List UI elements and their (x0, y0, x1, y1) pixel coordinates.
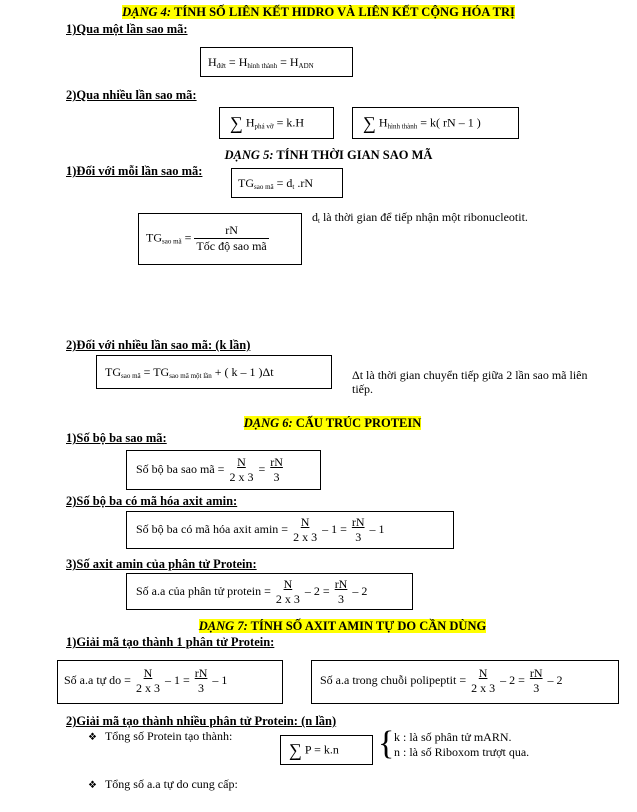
section-title-dang-5: DẠNG 5: TÍNH THỜI GIAN SAO MÃ (224, 148, 433, 162)
formula-box-h-dut: $H_{đứt} = H_{hình thành} = H_{ADN}$ (200, 47, 353, 77)
heading-so-axit-amin: 3)Số axit amin của phân tử Protein: (66, 557, 257, 571)
bullet-tong-so-aa: ❖ Tổng số a.a tự do cung cấp: (88, 777, 238, 791)
formula-box-p-kn: ∑ P = k.n (280, 735, 373, 765)
formula-box-tg-k-lan: $TG_{sao mã} = TG_{sao mã một lần}$ + ( k – 1 )Δt (96, 355, 332, 389)
heading-qua-nhieu-lan: 2)Qua nhiều lần sao mã: (66, 88, 197, 102)
brace-icon: { (378, 725, 395, 762)
note-n: n : là số Riboxom trượt qua. (394, 745, 530, 759)
section-title-dang-4: DẠNG 4: TÍNH SỐ LIÊN KẾT HIDRO VÀ LIÊN KẾT CỘNG HÓA TRỊ (122, 5, 515, 19)
sigma-icon: ∑ (289, 740, 302, 760)
diamond-bullet-icon: ❖ (88, 780, 97, 791)
section-title-dang-6: DẠNG 6: CẤU TRÚC PROTEIN (243, 416, 422, 430)
diamond-bullet-icon: ❖ (88, 732, 97, 743)
formula-box-h-pha-vo: ∑ $H_{phá vỡ} = k.H$ (219, 107, 334, 139)
section-title-dang-7: DẠNG 7: TÍNH SỐ AXIT AMIN TỰ DO CẦN DÙNG (198, 619, 487, 633)
heading-moi-lan-sao-ma: 1)Đối với mỗi lần sao mã: (66, 164, 203, 178)
bullet-tong-so-protein: ❖ Tổng số Protein tạo thành: (88, 729, 233, 743)
formula-box-aa-tu-do: Số a.a tự do = $\frac{N}{2 x 3}$ – 1 = $\frac{rN}{3}$ – 1 (57, 660, 283, 704)
note-k: k : là số phân tử mARN. (394, 730, 512, 744)
heading-nhieu-lan-sao-ma: 2)Đối với nhiều lần sao mã: (k lần) (66, 338, 251, 352)
formula-box-axit-amin: Số a.a của phân tử protein = $\frac{N}{2 x 3}$ – 2 = $\frac{rN}{3}$ – 2 (126, 573, 413, 610)
sigma-icon: ∑ (230, 113, 243, 133)
heading-so-bo-ba-sao-ma: 1)Số bộ ba sao mã: (66, 431, 167, 445)
formula-box-tg-dt: $TG_{sao mã} = d_t$ .rN (231, 168, 343, 198)
heading-bo-ba-ma-hoa: 2)Số bộ ba có mã hóa axit amin: (66, 494, 238, 508)
heading-giai-ma-1-protein: 1)Giải mã tạo thành 1 phân tử Protein: (66, 635, 275, 649)
formula-box-aa-polipeptit: Số a.a trong chuỗi polipeptit = $\frac{N}{2 x 3}$ – 2 = $\frac{rN}{3}$ – 2 (311, 660, 619, 704)
sigma-icon: ∑ (363, 113, 376, 133)
heading-qua-mot-lan: 1)Qua một lần sao mã: (66, 22, 188, 36)
note-delta-t: Δt là thời gian chuyển tiếp giữa 2 lần sao mã liên tiếp. (352, 368, 588, 396)
formula-box-h-hinh-thanh: ∑ $H_{hình thành} = k$( rN – 1 ) (352, 107, 519, 139)
note-dt: $d_t$ là thời gian để tiếp nhận một ribonucleotit. (312, 210, 528, 225)
heading-giai-ma-nhieu-protein: 2)Giải mã tạo thành nhiều phân tử Protein: (n lần) (66, 714, 337, 728)
formula-box-tg-toc-do: $TG_{sao mã}$ = $\frac{rN}{\text{Tốc độ sao mã}}$ (138, 213, 302, 265)
formula-box-bo-ba-ma-hoa: Số bộ ba có mã hóa axit amin = $\frac{N}{2 x 3}$ – 1 = $\frac{rN}{3}$ – 1 (126, 511, 454, 549)
formula-box-bo-ba-sao-ma: Số bộ ba sao mã = $\frac{N}{2 x 3}$ = $\frac{rN}{3}$ (126, 450, 321, 490)
